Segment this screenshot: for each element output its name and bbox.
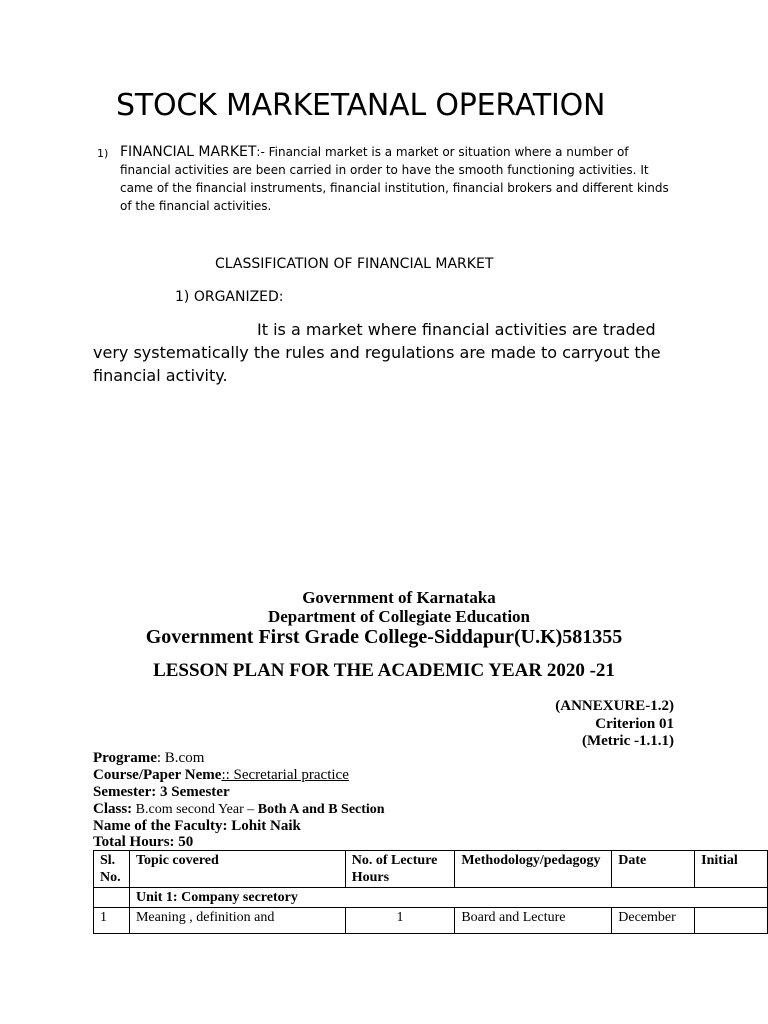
class-row <box>93 801 385 818</box>
header-sl-line1: Sl. <box>100 853 116 868</box>
criterion-label: Criterion 01 <box>595 716 674 732</box>
government-line: Government of Karnataka <box>302 588 496 607</box>
semester-text: Semester: 3 Semester <box>93 784 230 800</box>
total-hours-row <box>93 834 193 851</box>
header-lectures <box>345 851 455 888</box>
class-sections: Both A and B Section <box>257 802 385 817</box>
document-title: STOCK MARKETANAL OPERATION <box>116 88 606 123</box>
header-sl <box>94 851 130 888</box>
faculty-text: Name of the Faculty: Lohit Naik <box>93 818 301 834</box>
programe-label: Programe <box>93 750 157 766</box>
unit-title: Unit 1: Company secretory <box>129 888 767 908</box>
total-hours-text: Total Hours: 50 <box>93 834 194 850</box>
row-method: Board and Lecture <box>455 908 612 934</box>
header-date: Date <box>612 851 695 888</box>
header-lectures-line2: Hours <box>351 870 390 885</box>
annexure-label: (ANNEXURE-1.2) <box>555 698 674 714</box>
header-initial: Initial <box>695 851 768 888</box>
header-method: Methodology/pedagogy <box>455 851 612 888</box>
organized-paragraph: It is a market where financial activities are traded very systematically the rules and regulations are made to carryout the financial activity. <box>93 320 661 385</box>
table-row <box>94 908 768 934</box>
programe-value: : B.com <box>156 750 205 766</box>
row-sl: 1 <box>94 908 130 934</box>
row-initial <box>695 908 768 934</box>
header-topic: Topic covered <box>129 851 345 888</box>
organized-heading: 1) ORGANIZED: <box>175 289 284 305</box>
row-topic: Meaning , definition and <box>129 908 345 934</box>
course-value: :: Secretarial practice <box>221 767 349 783</box>
unit-row <box>94 888 768 908</box>
department-line: Department of Collegiate Education <box>267 607 531 626</box>
faculty-row <box>93 818 301 835</box>
course-label: Course/Paper Neme <box>93 767 222 783</box>
row-hours: 1 <box>345 908 455 934</box>
header-sl-line2: No. <box>100 870 121 885</box>
financial-market-term: FINANCIAL MARKET <box>120 144 257 160</box>
classification-heading: CLASSIFICATION OF FINANCIAL MARKET <box>215 256 494 272</box>
class-label: Class: <box>93 801 133 817</box>
table-header-row <box>94 851 768 888</box>
metric-label: (Metric -1.1.1) <box>581 733 674 749</box>
course-row <box>93 767 349 784</box>
unit-row-sl <box>94 888 130 908</box>
financial-market-paragraph <box>120 143 680 215</box>
lesson-plan-title: LESSON PLAN FOR THE ACADEMIC YEAR 2020 -21 <box>153 660 615 681</box>
semester-row <box>93 784 230 801</box>
lesson-plan-table <box>93 850 768 934</box>
college-line: Government First Grade College-Siddapur(U.K)581355 <box>145 626 623 648</box>
list-number: 1) <box>97 147 109 160</box>
header-lectures-line1: No. of Lecture <box>351 853 438 868</box>
class-value: B.com second Year – <box>132 802 258 817</box>
row-date: December <box>612 908 695 934</box>
programe-row <box>93 750 204 767</box>
financial-market-definition: :- Financial market is a market or situation where a number of financial activities are been carried in order to have the smooth functioning activities. It came of the financial instruments, financial institution, financial brokers and different kinds of the financial activities. <box>120 145 669 213</box>
